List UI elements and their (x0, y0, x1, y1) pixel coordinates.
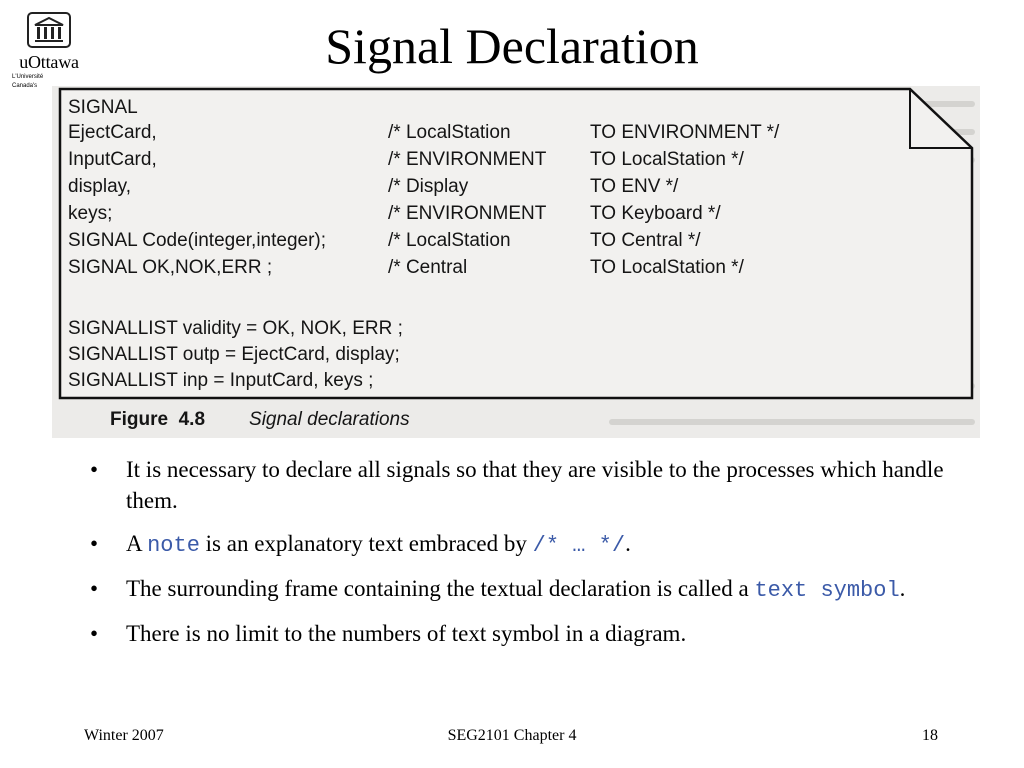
bullet-dot-icon: • (90, 531, 99, 556)
signal-line-ok-nok-err: SIGNAL OK,NOK,ERR ; (68, 257, 273, 278)
figure-title: Signal declarations (249, 409, 410, 430)
bullet-text: . (899, 576, 906, 601)
bullet-text: is an explanatory text embraced by (199, 531, 533, 556)
code-term-note: note (147, 533, 200, 558)
comment-to: TO LocalStation */ (590, 257, 744, 278)
comment-to: TO ENV */ (590, 176, 679, 197)
logo-text-line-2: Canada's (12, 83, 38, 89)
bullet-text: . (625, 531, 631, 556)
bullet-text: The surrounding frame containing the textual declaration is called a (126, 576, 755, 601)
comment-from: /* Central (388, 257, 468, 278)
bullet-text: It is necessary to declare all signals so that they are visible to the processes which handle them. (126, 457, 944, 513)
signal-line-code: SIGNAL Code(integer,integer); (68, 230, 327, 251)
bullet-text: A (126, 531, 148, 556)
comment-from: /* LocalStation (388, 122, 511, 143)
bullet-item (80, 618, 960, 649)
signal-line-inputcard: InputCard, (68, 149, 157, 170)
signal-line-ejectcard: EjectCard, (68, 122, 157, 143)
code-term-comment-delimiters: /* … */ (532, 533, 626, 558)
comment-from: /* ENVIRONMENT (388, 149, 547, 170)
footer-course: SEG2101 Chapter 4 (447, 727, 577, 744)
comment-from: /* ENVIRONMENT (388, 203, 547, 224)
signallist-inp: SIGNALLIST inp = InputCard, keys ; (68, 370, 374, 391)
signal-keyword: SIGNAL (68, 97, 138, 118)
scanned-figure (52, 86, 980, 438)
logo-text-line-1: L'Université (12, 74, 44, 80)
bullet-item (80, 528, 960, 561)
comment-from: /* Display (388, 176, 469, 197)
comment-to: TO LocalStation */ (590, 149, 744, 170)
comment-to: TO Keyboard */ (590, 203, 721, 224)
footer-page-number: 18 (922, 727, 938, 744)
bullet-dot-icon: • (90, 576, 99, 601)
signallist-outp: SIGNALLIST outp = EjectCard, display; (68, 344, 400, 365)
signal-line-keys: keys; (68, 203, 113, 224)
comment-to: TO ENVIRONMENT */ (590, 122, 780, 143)
bullet-list (80, 454, 960, 661)
bullet-item (80, 573, 960, 606)
bullet-item (80, 454, 960, 516)
logo-wordmark: uOttawa (19, 52, 79, 72)
code-term-text-symbol: text symbol (754, 578, 900, 603)
footer-date: Winter 2007 (84, 727, 164, 744)
slide-title: Signal Declaration (325, 18, 699, 74)
bullet-dot-icon: • (90, 621, 99, 646)
comment-from: /* LocalStation (388, 230, 511, 251)
signallist-validity: SIGNALLIST validity = OK, NOK, ERR ; (68, 318, 403, 339)
bullet-dot-icon: • (90, 457, 99, 482)
figure-number: Figure 4.8 (110, 409, 206, 430)
comment-to: TO Central */ (590, 230, 701, 251)
figure-caption (110, 408, 410, 432)
signal-line-display: display, (68, 176, 132, 197)
bullet-text: There is no limit to the numbers of text symbol in a diagram. (126, 621, 687, 646)
